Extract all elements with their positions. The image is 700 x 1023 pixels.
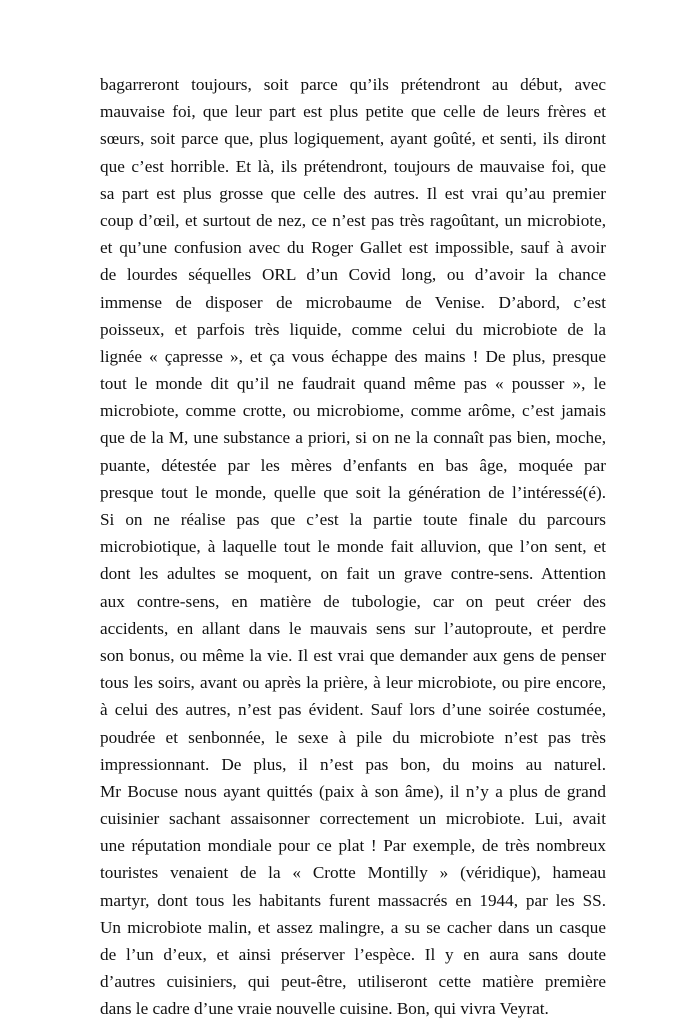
text-line: mauvaise foi, que leur part est plus petite que celle de leurs frères et [100,102,606,122]
text-line: sa part est plus grosse que celle des autres. Il est vrai qu’au premier [100,183,606,203]
text-line: bagarreront toujours, soit parce qu’ils prétendront au début, avec [100,75,606,94]
text-line: lignée « çapresse », et ça vous échappe des mains ! De plus, presque [100,346,606,366]
text-line: Mr Bocuse nous ayant quittés (paix à son âme), il n’y a plus de grand [100,781,606,801]
text-line: à celui des autres, n’est pas évident. Sauf lors d’une soirée costumée, [100,700,606,720]
text-line: tous les soirs, avant ou après la prière, à leur microbiote, ou pire encore, [100,673,606,693]
text-line: Un microbiote malin, et assez malingre, a su se cacher dans un casque [100,917,606,937]
text-line: de lourdes séquelles ORL d’un Covid long, ou d’avoir la chance [100,265,606,285]
text-line: microbiote, comme crotte, ou microbiome, comme arôme, c’est jamais [100,401,606,421]
text-line: touristes venaient de la « Crotte Montilly » (véridique), hameau [100,863,606,883]
text-line: dans le cadre d’une vraie nouvelle cuisine. Bon, qui vivra Veyrat. [100,999,549,1019]
text-line: immense de disposer de microbaume de Venise. D’abord, c’est [100,292,606,312]
text-line: puante, détestée par les mères d’enfants en bas âge, moquée par [100,455,606,475]
text-line: dont les adultes se moquent, on fait un grave contre-sens. Attention [100,564,606,584]
text-line: tout le monde dit qu’il ne faudrait quand même pas « pousser », le [100,374,606,394]
text-line: une réputation mondiale pour ce plat ! Par exemple, de très nombreux [100,836,606,856]
text-line: que c’est horrible. Et là, ils prétendront, toujours de mauvaise foi, que [100,156,606,176]
text-line: impressionnant. De plus, il n’est pas bon, du moins au naturel. [100,754,606,774]
body-paragraph [100,71,606,1023]
text-line: aux contre-sens, en matière de tubologie, car on peut créer des [100,591,606,611]
text-line: que de la M, une substance a priori, si on ne la connaît pas bien, moche, [100,428,606,448]
text-line: accidents, en allant dans le mauvais sens sur l’autoproute, et perdre [100,618,606,638]
text-line: martyr, dont tous les habitants furent massacrés en 1944, par les SS. [100,890,606,910]
text-line: coup d’œil, et surtout de nez, ce n’est pas très ragoûtant, un microbiote, [100,210,606,230]
text-line: presque tout le monde, quelle que soit la génération de l’intéressé(é). [100,482,606,502]
text-line: cuisinier sachant assaisonner correctement un microbiote. Lui, avait [100,809,606,829]
text-line: poisseux, et parfois très liquide, comme celui du microbiote de la [100,319,606,339]
text-line: de l’un d’eux, et ainsi préserver l’espèce. Il y en aura sans doute [100,945,606,964]
text-line: et qu’une confusion avec du Roger Gallet est impossible, sauf à avoir [100,238,606,258]
text-line: son bonus, ou même la vie. Il est vrai que demander aux gens de penser [100,645,606,665]
text-line: d’autres cuisiniers, qui peut-être, utiliseront cette matière première [100,972,606,992]
text-line: poudrée et senbonnée, le sexe à pile du microbiote n’est pas très [100,727,606,747]
text-line: sœurs, soit parce que, plus logiquement, ayant goûté, et senti, ils diront [100,129,606,149]
text-line: Si on ne réalise pas que c’est la partie toute finale du parcours [100,510,606,529]
text-line: microbiotique, à laquelle tout le monde fait alluvion, que l’on sent, et [100,537,606,557]
